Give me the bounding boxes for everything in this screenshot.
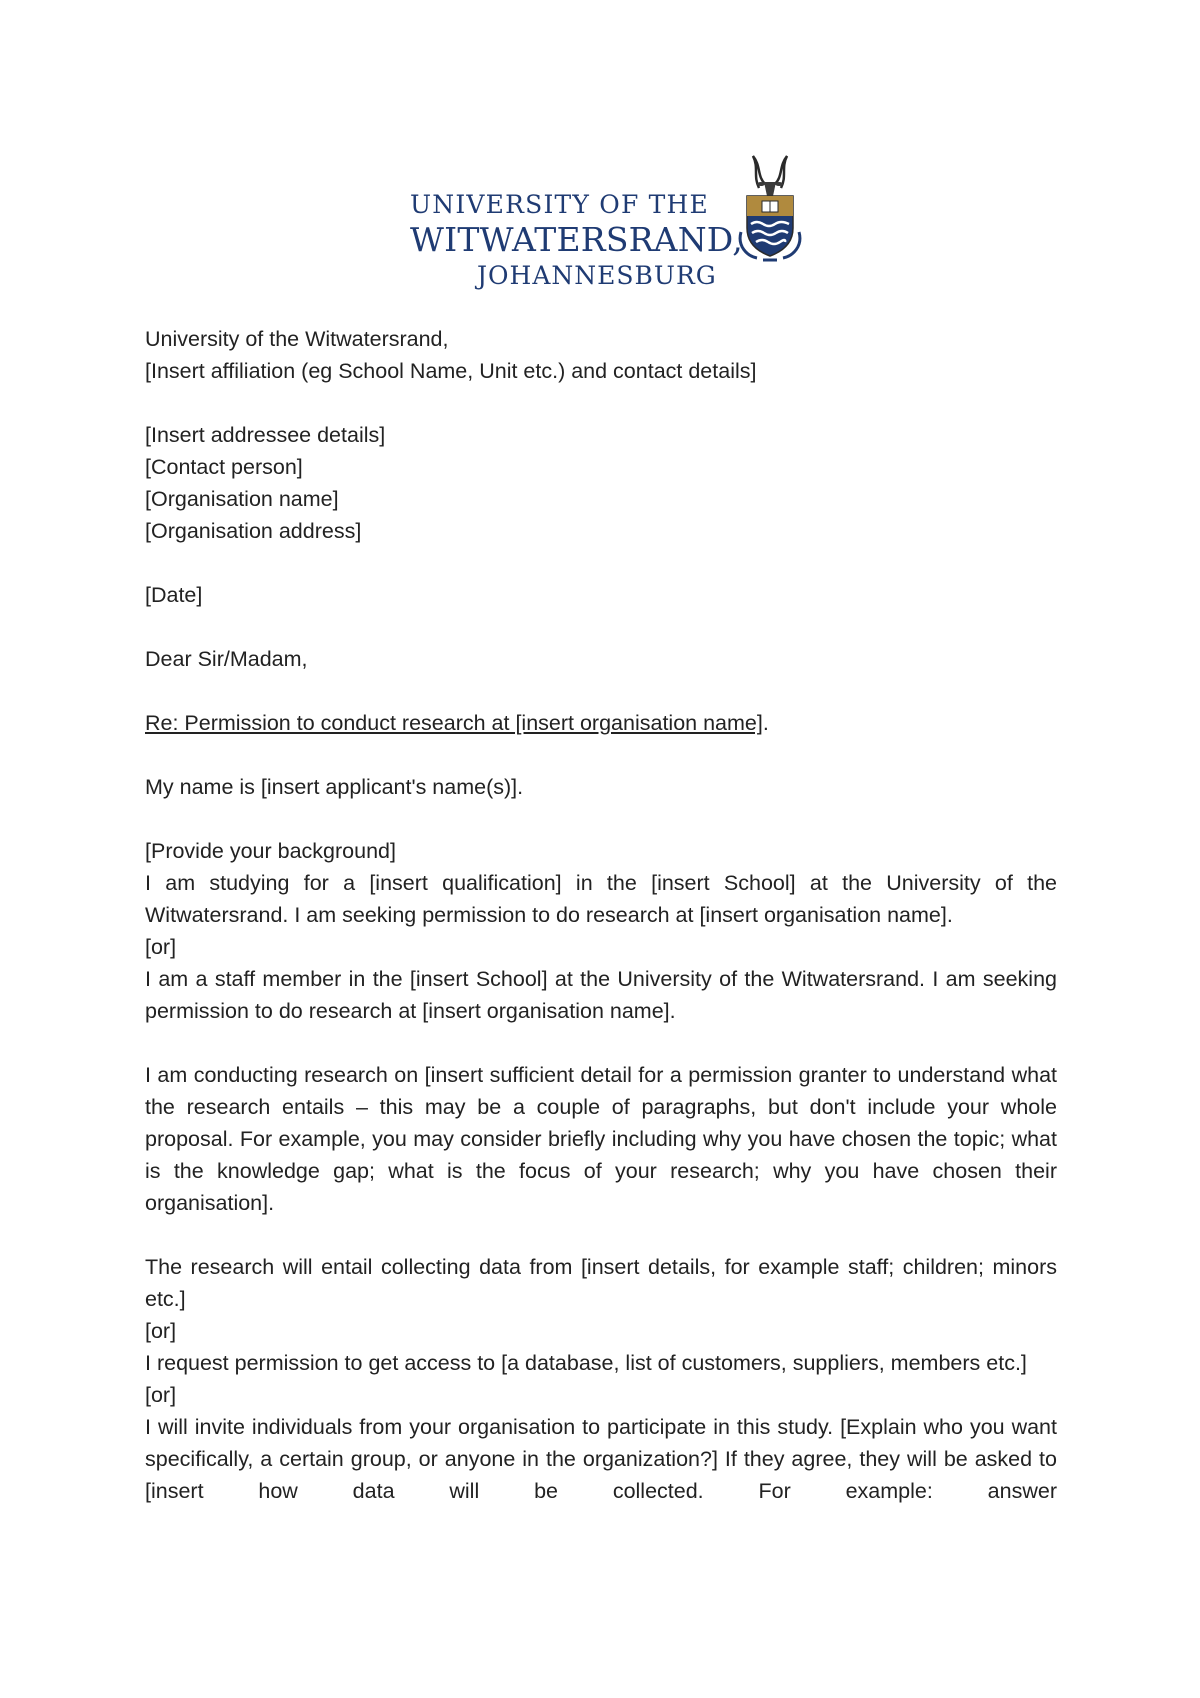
logo-line-2: WITWATERSRAND,: [410, 220, 743, 259]
background-option-student: I am studying for a [insert qualification] in the [insert School] at the University of the Witwatersrand. I am seeking permission to do research at [insert organisation name].: [145, 871, 1057, 927]
logo-line-1: UNIVERSITY OF THE: [410, 190, 709, 219]
letter-body: [145, 323, 1057, 1507]
addressee-organisation-address: [Organisation address]: [145, 519, 362, 543]
addressee-contact-person: [Contact person]: [145, 455, 303, 479]
background-option-staff: I am a staff member in the [insert School] at the University of the Witwatersrand. I am seeking permission to do research at [insert organisation name].: [145, 967, 1057, 1023]
intro-sentence: My name is [insert applicant's name(s)].: [145, 775, 524, 799]
data-collection-option-3: I will invite individuals from your organisation to participate in this study. [Explain who you want specifically, a certain group, or anyone in the organization?] If they agree, they will be asked to [insert how data will be collected. For example: answer: [145, 1415, 1057, 1503]
or-separator-1: [or]: [145, 935, 177, 959]
addressee-organisation-name: [Organisation name]: [145, 487, 339, 511]
salutation: Dear Sir/Madam,: [145, 647, 308, 671]
research-paragraph: I am conducting research on [insert sufficient detail for a permission granter to understand what the research entails – this may be a couple of paragraphs, but don't include your whole proposal. For example, you may consider briefly including why you have chosen the topic; what is the knowledge gap; what is the focus of your research; why you have chosen their organisation].: [145, 1063, 1057, 1215]
subject-line: [145, 707, 1057, 739]
sender-affiliation: [Insert affiliation (eg School Name, Unit etc.) and contact details]: [145, 359, 757, 383]
university-logo: [410, 150, 810, 290]
subject-text: Re: Permission to conduct research at [insert organisation name]: [145, 711, 763, 735]
logo-line-3: JOHANNESBURG: [477, 261, 717, 290]
crest-icon: [735, 150, 805, 265]
subject-period: .: [762, 711, 769, 735]
background-heading: [Provide your background]: [145, 839, 396, 863]
or-separator-2: [or]: [145, 1319, 177, 1343]
data-collection-option-2: I request permission to get access to [a database, list of customers, suppliers, members etc.]: [145, 1351, 1027, 1375]
letter-date: [Date]: [145, 583, 203, 607]
data-collection-option-1: The research will entail collecting data from [insert details, for example staff; children; minors etc.]: [145, 1255, 1057, 1311]
sender-name: University of the Witwatersrand,: [145, 327, 449, 351]
or-separator-3: [or]: [145, 1383, 177, 1407]
addressee-details: [Insert addressee details]: [145, 423, 386, 447]
